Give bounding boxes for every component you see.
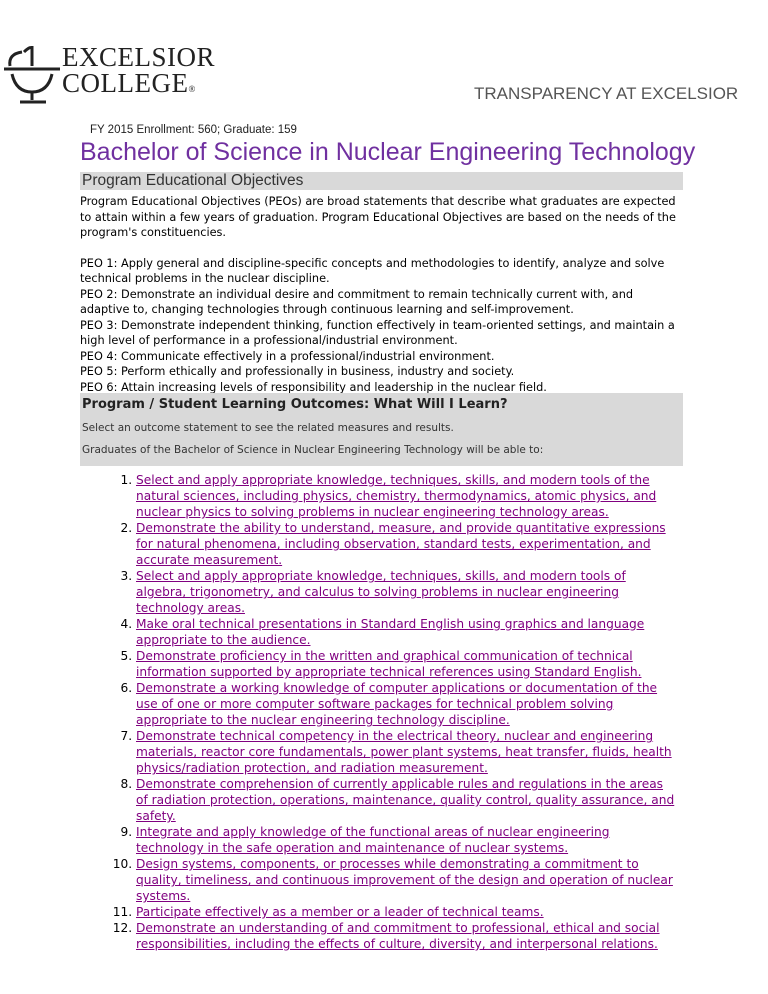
outcome-link[interactable]: Participate effectively as a member or a leader of technical teams. (136, 905, 544, 919)
tagline: TRANSPARENCY AT EXCELSIOR (474, 84, 739, 103)
outcome-link[interactable]: Design systems, components, or processes while demonstrating a commitment to quality, timeliness, and continuous improvement of the design and operation of nuclear systems. (136, 857, 673, 903)
outcome-item (136, 648, 676, 680)
outcome-item (136, 680, 676, 728)
globe-lamp-icon (4, 44, 60, 106)
registered-mark: ® (188, 84, 196, 94)
outcome-item (136, 520, 676, 568)
outcome-item (136, 776, 676, 824)
outcome-link[interactable]: Demonstrate technical competency in the electrical theory, nuclear and engineering materials, reactor core fundamentals, power plant systems, heat transfer, fluids, health physics/radiation protection, and radiation measurement. (136, 729, 672, 775)
slo-section (80, 393, 683, 466)
outcome-item (136, 904, 676, 920)
peo-heading: Program Educational Objectives (80, 172, 683, 190)
outcome-link[interactable]: Select and apply appropriate knowledge, techniques, skills, and modern tools of algebra, trigonometry, and calculus to solving problems in nuclear engineering technology areas. (136, 569, 626, 615)
peo-item: PEO 2: Demonstrate an individual desire and commitment to remain technically current with, and adaptive to, changing technologies through continuous learning and self-improvement. (80, 287, 634, 316)
outcome-link[interactable]: Demonstrate an understanding of and commitment to professional, ethical and social responsibilities, including the effects of culture, diversity, and interpersonal relations. (136, 921, 660, 951)
peo-item: PEO 6: Attain increasing levels of responsibility and leadership in the nuclear field. (80, 380, 547, 394)
peo-section (80, 172, 683, 395)
logo-line2: COLLEGE (62, 68, 189, 98)
outcome-item (136, 568, 676, 616)
peo-item: PEO 1: Apply general and discipline-specific concepts and methodologies to identify, analyze and solve technical problems in the nuclear discipline. (80, 256, 665, 285)
outcome-item (136, 728, 676, 776)
outcomes-list (96, 472, 676, 952)
peo-item: PEO 3: Demonstrate independent thinking, function effectively in team-oriented settings, and maintain a high level of performance in a professional/industrial environment. (80, 318, 675, 347)
outcome-item (136, 616, 676, 648)
outcome-link[interactable]: Make oral technical presentations in Standard English using graphics and language appropriate to the audience. (136, 617, 645, 647)
outcome-item (136, 472, 676, 520)
enrollment-stats: FY 2015 Enrollment: 560; Graduate: 159 (90, 124, 297, 136)
page-title: Bachelor of Science in Nuclear Engineering Technology (80, 138, 696, 166)
peo-item: PEO 5: Perform ethically and professionally in business, industry and society. (80, 365, 515, 378)
college-logo (4, 42, 215, 106)
outcome-link[interactable]: Demonstrate comprehension of currently applicable rules and regulations in the areas of radiation protection, operations, maintenance, quality control, quality assurance, and safety. (136, 777, 675, 823)
outcome-item (136, 920, 676, 952)
outcome-link[interactable]: Demonstrate a working knowledge of computer applications or documentation of the use of one or more computer software packages for technical problem solving appropriate to the nuclear engineering technology discipline. (136, 681, 658, 727)
outcome-link[interactable]: Select and apply appropriate knowledge, techniques, skills, and modern tools of the natural sciences, including physics, chemistry, thermodynamics, atomic physics, and nuclear physics to solving problems in nuclear engineering technology areas. (136, 473, 657, 519)
logo-line1: EXCELSIOR (62, 42, 215, 72)
outcome-item (136, 856, 676, 904)
slo-heading: Program / Student Learning Outcomes: What Will I Learn? (82, 397, 508, 412)
outcome-item (136, 824, 676, 856)
slo-lead: Graduates of the Bachelor of Science in Nuclear Engineering Technology will be able to: (82, 444, 544, 456)
slo-instruction: Select an outcome statement to see the related measures and results. (82, 422, 454, 434)
peo-intro: Program Educational Objectives (PEOs) are broad statements that describe what graduates are expected to attain within a few years of graduation. Program Educational Objectives are based on the needs of the program's constituencies. (80, 195, 676, 239)
outcome-link[interactable]: Integrate and apply knowledge of the functional areas of nuclear engineering technology in the safe operation and maintenance of nuclear systems. (136, 825, 610, 855)
outcome-link[interactable]: Demonstrate proficiency in the written and graphical communication of technical information supported by appropriate technical references using Standard English. (136, 649, 642, 679)
peo-list (80, 256, 683, 396)
peo-item: PEO 4: Communicate effectively in a professional/industrial environment. (80, 349, 495, 363)
outcome-link[interactable]: Demonstrate the ability to understand, measure, and provide quantitative expressions for natural phenomena, including observation, standard tests, experimentation, and accurate measurement. (136, 521, 666, 567)
